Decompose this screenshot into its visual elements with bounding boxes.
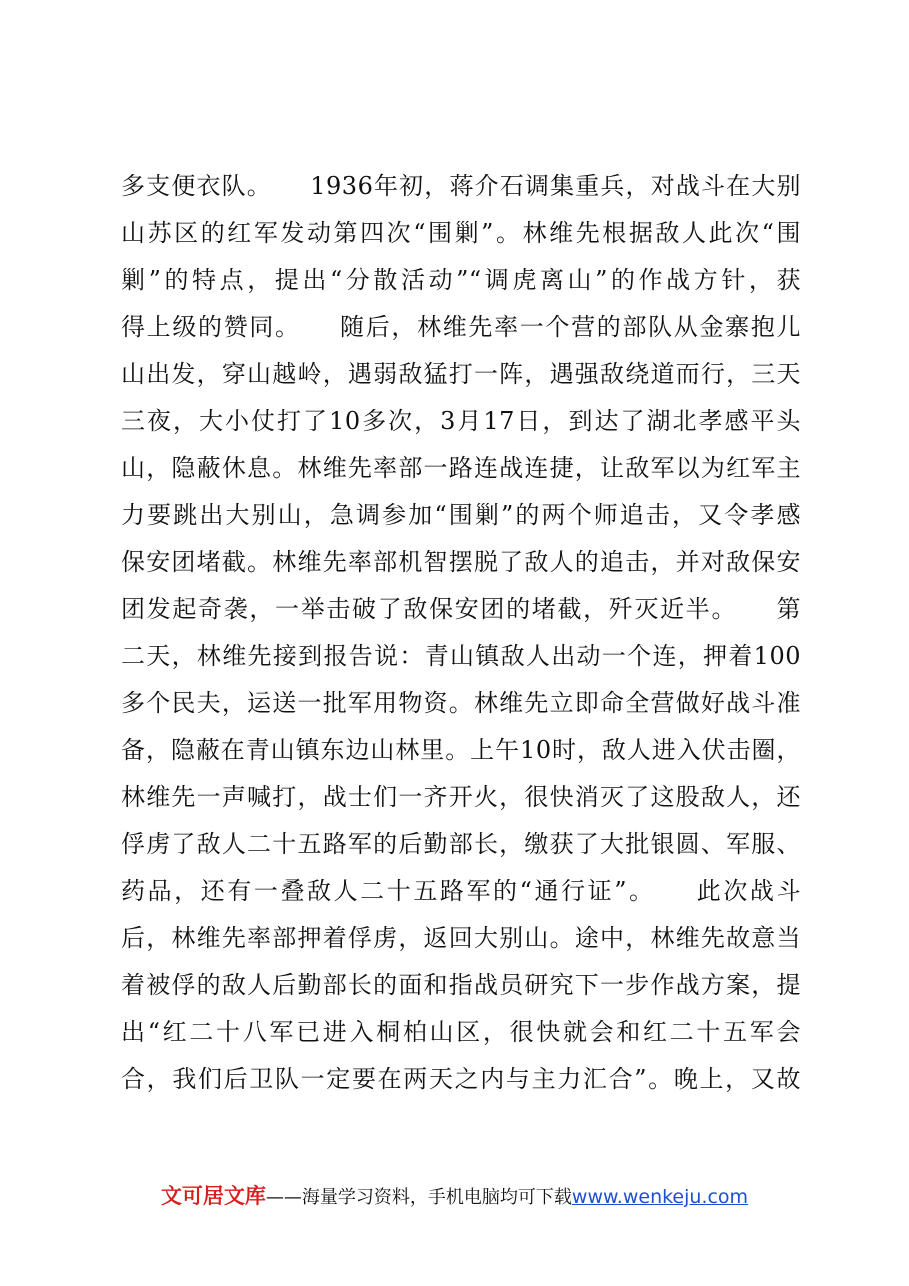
article-body	[121, 166, 801, 1106]
text-line: 二天，林维先接到报告说：青山镇敌人出动一个连，押着100	[121, 642, 801, 670]
text-line: 多支便衣队。 1936年初，蒋介石调集重兵，对战斗在大别	[121, 172, 801, 200]
footer-tagline: ——海量学习资料，手机电脑均可下载	[265, 1187, 572, 1208]
text-line: 着被俘的敌人后勤部长的面和指战员研究下一步作战方案，提	[121, 971, 801, 999]
text-line: 后，林维先率部押着俘虏，返回大别山。途中，林维先故意当	[121, 924, 801, 952]
text-line: 林维先一声喊打，战士们一齐开火，很快消灭了这股敌人，还	[121, 783, 801, 811]
text-line: 山出发，穿山越岭，遇弱敌猛打一阵，遇强敌绕道而行，三天	[121, 360, 801, 388]
text-line: 剿”的特点，提出“分散活动”“调虎离山”的作战方针，获	[121, 266, 801, 294]
text-line: 俘虏了敌人二十五路军的后勤部长，缴获了大批银圆、军服、	[121, 830, 801, 858]
text-line: 合，我们后卫队一定要在两天之内与主力汇合”。晚上，又故	[121, 1065, 801, 1093]
text-line: 力要跳出大别山，急调参加“围剿”的两个师追击，又令孝感	[121, 501, 801, 529]
text-line: 多个民夫，运送一批军用物资。林维先立即命全营做好战斗准	[121, 689, 801, 717]
text-line: 团发起奇袭，一举击破了敌保安团的堵截，歼灭近半。 第	[121, 595, 801, 623]
text-line: 山，隐蔽休息。林维先率部一路连战连捷，让敌军以为红军主	[121, 454, 801, 482]
website-link[interactable]: www.wenkeju.com	[571, 1186, 749, 1208]
text-line: 备，隐蔽在青山镇东边山林里。上午10时，敌人进入伏击圈，	[121, 736, 801, 764]
text-line: 药品，还有一叠敌人二十五路军的“通行证”。 此次战斗	[121, 877, 801, 905]
text-line: 得上级的赞同。 随后，林维先率一个营的部队从金寨抱儿	[121, 313, 801, 341]
text-line: 保安团堵截。林维先率部机智摆脱了敌人的追击，并对敌保安	[121, 548, 801, 576]
footer-banner	[0, 1181, 909, 1213]
text-line: 出“红二十八军已进入桐柏山区，很快就会和红二十五军会	[121, 1018, 801, 1046]
brand-name: 文可居文库	[160, 1184, 266, 1208]
text-line: 三夜，大小仗打了10多次，3月17日，到达了湖北孝感平头	[121, 407, 801, 435]
text-line: 山苏区的红军发动第四次“围剿”。林维先根据敌人此次“围	[121, 219, 801, 247]
